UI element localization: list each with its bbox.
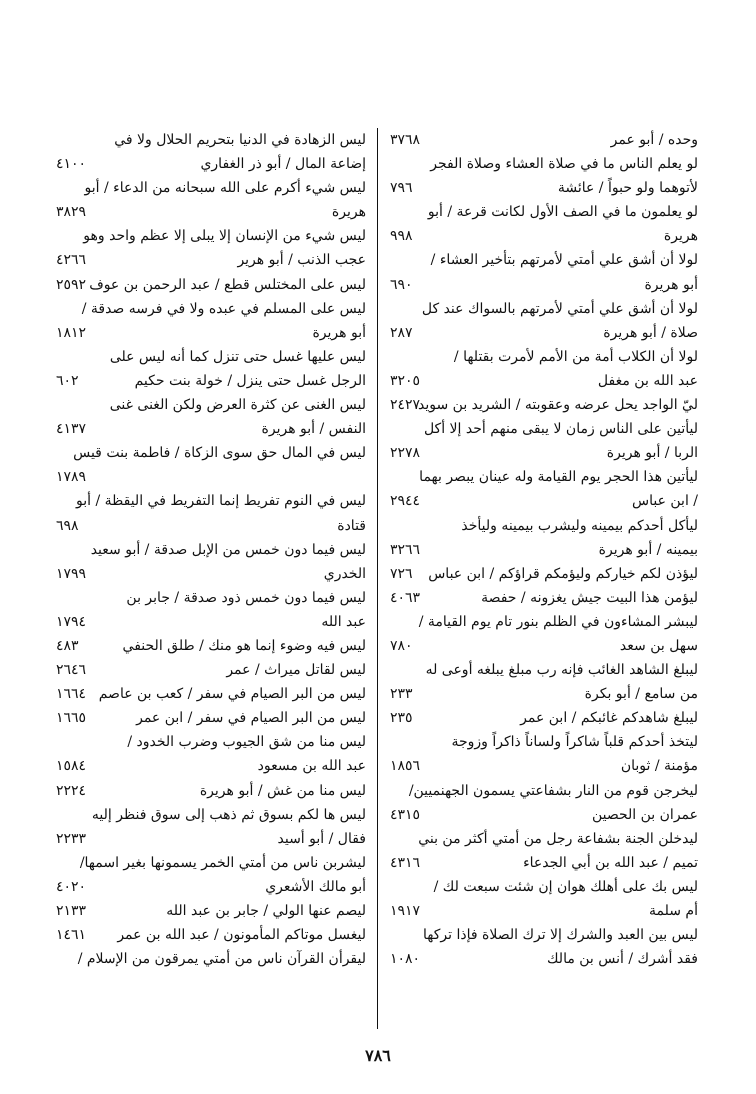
entry-number: ٢٩٤٤ [390,493,421,510]
index-entry-row [48,803,370,827]
entry-text: ليبشر المشاءون في الظلم بنور تام يوم القيامة / [418,613,698,630]
entry-text: ليس منا من شق الجيوب وضرب الخدود / [127,734,366,751]
entry-number: ٣٨٢٩ [56,204,87,221]
entry-number: ٢٢٧٨ [390,445,421,462]
entry-text: قتادة [337,517,366,534]
index-entry-row [380,610,702,634]
index-entry-row [380,586,702,610]
index-entry-row [380,682,702,706]
index-entry-row [48,827,370,851]
entry-text: تميم / عبد الله بن أبي الجدعاء [523,854,698,871]
index-entry-row [380,899,702,923]
entry-text: ليس في المال حق سوى الزكاة / فاطمة بنت قيس [73,445,366,462]
index-entry-row [48,152,370,176]
index-entry-row [380,947,702,971]
index-entry-row [48,923,370,947]
index-entry-row [48,730,370,754]
index-entry-row [380,152,702,176]
index-entry-row [380,224,702,248]
index-entry-row [48,586,370,610]
index-entry-row [380,176,702,200]
index-entry-row [48,128,370,152]
entry-text: عبد الله بن مغفل [597,372,698,389]
column-divider [377,128,378,1029]
index-entry-row [48,538,370,562]
index-entry-row [48,273,370,297]
entry-number: ٢٨٧ [390,324,413,341]
entry-text: ليس ها لكم بسوق ثم ذهب إلى سوق فنظر إليه [91,806,366,823]
index-entry-row [380,441,702,465]
entry-text: ليس على المسلم في عبده ولا في فرسه صدقة / [81,300,366,317]
entry-text: ليغسل موتاكم المأمونون / عبد الله بن عمر [117,927,366,944]
index-entry-row [48,441,370,465]
entry-text: عبد الله بن مسعود [257,758,366,775]
entry-text: ليس من البر الصيام في سفر / كعب بن عاصم [98,686,366,703]
index-entry-row [380,297,702,321]
entry-text: ليس الزهادة في الدنيا بتحريم الحلال ولا في [114,132,366,148]
entry-text: النفس / أبو هريرة [261,421,366,438]
entry-text: هريرة [663,228,698,245]
entry-text: ليس لقاتل ميراث / عمر [226,662,366,679]
entry-text: أبو مالك الأشعري [265,878,366,895]
entry-text: ليس فيما دون خمس ذود صدقة / جابر بن [126,589,366,606]
entry-number: ١٩١٧ [390,903,421,919]
entry-text: لولا أن الكلاب أمة من الأمم لأمرت بقتلها / [453,348,698,365]
entry-text: فقد أشرك / أنس بن مالك [547,951,698,968]
entry-text: الخدري [323,565,366,582]
entry-number: ١٥٨٤ [56,758,87,775]
entry-number: ٢٥٩٢ [56,276,87,293]
entry-text: ليس شيء أكرم على الله سبحانه من الدعاء / أبو [84,180,366,197]
index-entry-row [380,538,702,562]
right-column [380,128,702,971]
entry-text: صلاة / أبو هريرة [603,324,698,341]
index-entry-row [380,200,702,224]
index-entry-row [48,562,370,586]
index-entry-row [380,321,702,345]
entry-number: ١٨١٢ [56,324,87,341]
entry-text: ليبلغ شاهدكم غائبكم / ابن عمر [520,710,698,727]
entry-number: ١٦٦٤ [56,686,87,703]
index-entry-row [380,923,702,947]
entry-number: ٣٧٦٨ [390,132,421,148]
index-entry-row [380,489,702,513]
entry-number: ٤٠٦٣ [390,589,421,606]
entry-number: ٤٢٦٦ [56,252,87,269]
entry-number: ٦٩٨ [56,517,79,534]
entry-number: ٢١٣٣ [56,903,87,919]
index-entry-row [48,200,370,224]
index-entry-row [48,417,370,441]
index-entry-row [380,514,702,538]
index-entry-row [48,634,370,658]
index-entry-row [48,248,370,272]
entry-text: ليس عليها غسل حتى تنزل كما أنه ليس على [109,348,366,365]
entry-text: ليس في النوم تفريط إنما التفريط في اليقظة / أبو [76,493,366,510]
index-entry-row [48,754,370,778]
entry-text: ليأتين هذا الحجر يوم القيامة وله عينان يبصر بهما [419,469,698,486]
index-entry-row [380,345,702,369]
entry-text: ليدخلن الجنة بشفاعة رجل من أمتي أكثر من بني [418,830,698,847]
entry-number: ٦٠٢ [56,372,79,389]
entry-number: ٢٣٣ [390,686,413,703]
entry-number: ١٧٩٩ [56,565,87,582]
entry-text: الربا / أبو هريرة [606,445,698,462]
entry-text: ليتخذ أحدكم قلباً شاكراً ولساناً ذاكراً وزوجة [451,734,698,751]
entry-text: ليقرأن القرآن ناس من أمتي يمرقون من الإسلام / [77,951,366,968]
index-entry-row [48,489,370,513]
entry-text: أم سلمة [649,903,698,919]
index-entry-row [380,562,702,586]
index-entry-row [380,706,702,730]
entry-number: ١٧٨٩ [56,469,87,486]
entry-text: لو يعلم الناس ما في صلاة العشاء وصلاة الفجر [430,156,698,173]
entry-number: ١٤٦١ [56,927,87,944]
index-entry-row [48,465,370,489]
entry-text: ليؤمن هذا البيت جيش يغزونه / حفصة [481,589,698,606]
index-entry-row [380,851,702,875]
entry-number: ١٧٩٤ [56,613,87,630]
entry-number: ٩٩٨ [390,228,413,245]
entry-text: ليشربن ناس من أمتي الخمر يسمونها بغير اسمها/ [79,854,366,871]
index-entry-row [48,851,370,875]
entry-text: ليخرجن قوم من النار بشفاعتي يسمون الجهنميين/ [408,782,698,799]
entry-text: من سامع / أبو بكرة [584,686,698,703]
index-entry-row [48,899,370,923]
index-entry-row [48,321,370,345]
index-entry-row [380,417,702,441]
entry-text: سهل بن سعد [619,637,698,654]
index-entry-row [380,658,702,682]
index-entry-row [48,682,370,706]
index-entry-row [380,827,702,851]
entry-text: لأتوهما ولو حبواً / عائشة [557,180,698,197]
entry-number: ٧٩٦ [390,180,413,197]
index-entry-row [380,273,702,297]
index-entry-row [48,947,370,971]
index-entry-row [48,658,370,682]
entry-number: ٤٣١٥ [390,806,421,823]
entry-number: ٧٨٠ [390,637,413,654]
entry-text: أبو هريرة [312,324,366,341]
entry-number: ١٠٨٠ [390,951,421,968]
left-column [48,128,370,971]
entry-text: ليس فيه وضوء إنما هو منك / طلق الحنفي [122,637,366,654]
index-entry-row [380,779,702,803]
entry-number: ٢٢٣٣ [56,830,87,847]
index-entry-row [380,369,702,393]
entry-text: بيمينه / أبو هريرة [598,541,698,558]
index-entry-row [380,803,702,827]
entry-number: ٧٢٦ [390,565,413,582]
index-entry-row [380,248,702,272]
index-entry-row [48,345,370,369]
entry-number: ٢٦٤٦ [56,662,87,679]
entry-number: ٤٣١٦ [390,854,421,871]
index-entry-row [380,393,702,417]
entry-text: مؤمنة / ثوبان [620,758,698,775]
index-entry-row [48,610,370,634]
entry-number: ٤٨٣ [56,637,79,654]
entry-text: لولا أن أشق علي أمتي لأمرتهم بتأخير العشاء / [430,252,698,269]
index-entry-row [380,875,702,899]
index-entry-row [48,176,370,200]
index-entry-row [48,369,370,393]
entry-text: عمران بن الحصين [591,806,698,823]
index-entry-row [380,465,702,489]
entry-text: هريرة [331,204,366,221]
index-entry-row [48,393,370,417]
entry-text: / ابن عباس [632,493,698,510]
page-number: ٧٨٦ [365,1046,391,1065]
entry-text: ليبلغ الشاهد الغائب فإنه رب مبلغ يبلغه أوعى له [425,662,698,679]
entry-text: عجب الذنب / أبو هرير [237,252,366,269]
entry-text: عبد الله [321,613,366,630]
entry-number: ٦٩٠ [390,276,413,293]
index-entry-row [380,634,702,658]
entry-text: ليؤذن لكم خياركم وليؤمكم قراؤكم / ابن عباس [428,565,698,582]
entry-text: ليصم عنها الولي / جابر بن عبد الله [166,903,366,919]
entry-text: ليس من البر الصيام في سفر / ابن عمر [136,710,366,727]
entry-text: ليس بين العبد والشرك إلا ترك الصلاة فإذا تركها [423,927,698,944]
entry-number: ٤١٠٠ [56,156,87,173]
entry-text: الرجل غسل حتى ينزل / خولة بنت حكيم [134,372,366,389]
index-entry-row [48,514,370,538]
entry-text: ليس شيء من الإنسان إلا يبلى إلا عظم واحد وهو [83,228,366,245]
index-entry-row [380,730,702,754]
index-entry-row [48,779,370,803]
entry-text: لولا أن أشق علي أمتي لأمرتهم بالسواك عند كل [421,300,698,317]
entry-text: ليس فيما دون خمس من الإبل صدقة / أبو سعيد [90,541,366,558]
entry-text: ليس منا من غش / أبو هريرة [199,782,366,799]
entry-number: ١٦٦٥ [56,710,87,727]
index-entry-row [48,297,370,321]
entry-text: وحده / أبو عمر [610,132,698,148]
entry-text: لو يعلمون ما في الصف الأول لكانت قرعة / أبو [427,204,698,221]
entry-number: ٢٢٢٤ [56,782,87,799]
entry-number: ٣٢٠٥ [390,372,421,389]
index-entry-row [48,224,370,248]
entry-number: ٣٢٦٦ [390,541,421,558]
index-entry-row [48,875,370,899]
entry-number: ٢٣٥ [390,710,413,727]
entry-text: ليس بك على أهلك هوان إن شئت سبعت لك / [433,878,698,895]
entry-text: ليس على المختلس قطع / عبد الرحمن بن عوف [89,276,366,293]
entry-text: أبو هريرة [644,276,698,293]
entry-number: ١٨٥٦ [390,758,421,775]
entry-number: ٤٠٢٠ [56,878,87,895]
entry-text: ليأكل أحدكم بيمينه وليشرب بيمينه وليأخذ [461,517,698,534]
index-entry-row [380,754,702,778]
entry-text: ليس الغنى عن كثرة العرض ولكن الغنى غنى [109,397,366,414]
index-entry-row [380,128,702,152]
entry-number: ٤١٣٧ [56,421,87,438]
entry-text: ليّ الواجد يحل عرضه وعقوبته / الشريد بن سويد [418,397,698,414]
entry-text: ليأتين على الناس زمان لا يبقى منهم أحد إلا أكل [423,421,698,438]
entry-number: ٢٤٢٧ [390,397,421,414]
index-entry-row [48,706,370,730]
entry-text: فقال / أبو أسيد [277,830,366,847]
entry-text: إضاعة المال / أبو ذر الغفاري [200,156,366,173]
